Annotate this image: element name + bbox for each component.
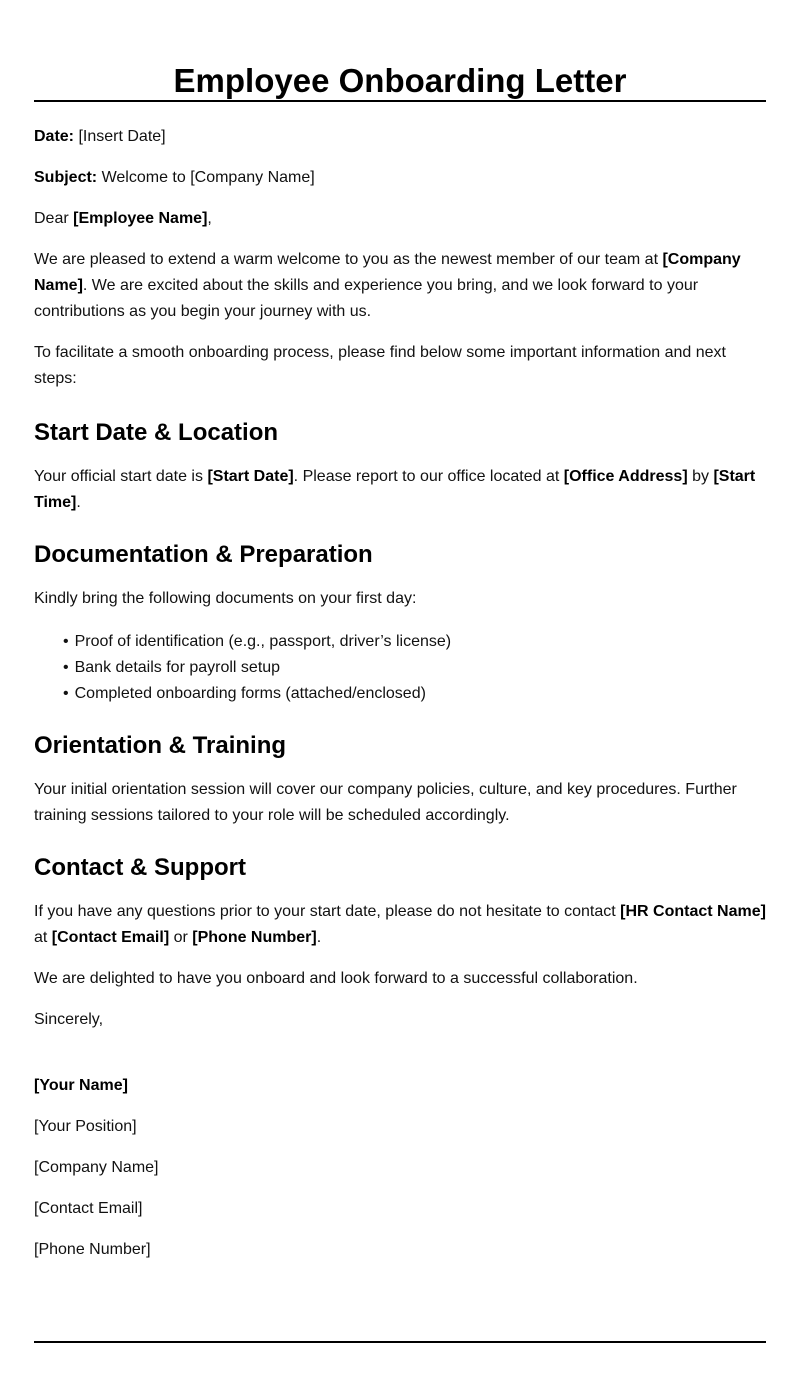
contact-email: [Contact Email] — [51, 929, 170, 946]
list-item: • Proof of identification (e.g., passport, driver’s license) — [63, 629, 766, 655]
start-text-2: . Please report to our office located at — [293, 468, 564, 485]
list-item: • Completed onboarding forms (attached/enclosed) — [63, 681, 766, 707]
contact-text-4: . — [316, 929, 322, 946]
date-line — [34, 124, 766, 150]
letter-title: Employee Onboarding Letter — [173, 62, 627, 99]
greeting-prefix: Dear — [34, 210, 74, 227]
date-value: [Insert Date] — [74, 128, 166, 145]
delighted-paragraph: We are delighted to have you onboard and look forward to a successful collaboration. — [34, 970, 638, 987]
start-text-4: . — [76, 494, 81, 511]
greeting — [34, 206, 766, 232]
contact-text-1: If you have any questions prior to your start date, please do not hesitate to contact — [34, 903, 621, 920]
start-text-1: Your official start date is — [34, 468, 208, 485]
header-divider — [34, 100, 766, 102]
start-time: [Start Time] — [34, 468, 756, 511]
subject-line — [34, 165, 766, 191]
signature-name — [34, 1073, 766, 1099]
heading-start-date: Start Date & Location — [34, 419, 279, 446]
heading-documentation: Documentation & Preparation — [34, 541, 373, 568]
contact-text-2: at — [34, 929, 52, 946]
signature-email: [Contact Email] — [34, 1200, 143, 1217]
list-item: • Bank details for payroll setup — [63, 655, 766, 681]
hr-contact-name: [HR Contact Name] — [620, 903, 766, 920]
date-label: Date: — [34, 128, 75, 145]
office-address: [Office Address] — [563, 468, 688, 485]
documents-list — [34, 629, 766, 707]
footer-divider — [34, 1341, 766, 1343]
letter-body — [34, 124, 766, 1263]
signoff: Sincerely, — [34, 1011, 104, 1028]
contact-paragraph — [34, 899, 766, 951]
orientation-paragraph: Your initial orientation session will cover our company policies, culture, and key procedures. Further training sessions tailored to your role will be scheduled accordingly. — [34, 781, 737, 824]
intro-text-a: We are pleased to extend a warm welcome to you as the newest member of our team at — [34, 251, 663, 268]
greeting-suffix: , — [207, 210, 212, 227]
phone-number: [Phone Number] — [192, 929, 317, 946]
letter-page — [34, 0, 766, 1263]
signature-phone: [Phone Number] — [34, 1241, 151, 1258]
intro-company-name: [Company Name] — [34, 251, 741, 294]
subject-value: Welcome to [Company Name] — [97, 169, 315, 186]
facilitate-paragraph: To facilitate a smooth onboarding process, please find below some important information and next steps: — [34, 344, 726, 387]
contact-text-3: or — [169, 929, 193, 946]
subject-label: Subject: — [34, 169, 98, 186]
signature-company: [Company Name] — [34, 1159, 159, 1176]
employee-name: [Employee Name] — [73, 210, 208, 227]
start-date-value: [Start Date] — [207, 468, 294, 485]
start-date-paragraph — [34, 464, 766, 516]
signature-position: [Your Position] — [34, 1118, 137, 1135]
start-text-3: by — [687, 468, 714, 485]
intro-text-b: . We are excited about the skills and experience you bring, and we look forward to your contributions as you begin your journey with us. — [34, 277, 699, 320]
signature-name-text: [Your Name] — [34, 1077, 128, 1094]
heading-orientation: Orientation & Training — [34, 732, 287, 759]
heading-contact: Contact & Support — [34, 854, 246, 881]
intro-paragraph — [34, 247, 766, 325]
documents-intro: Kindly bring the following documents on your first day: — [34, 590, 417, 607]
